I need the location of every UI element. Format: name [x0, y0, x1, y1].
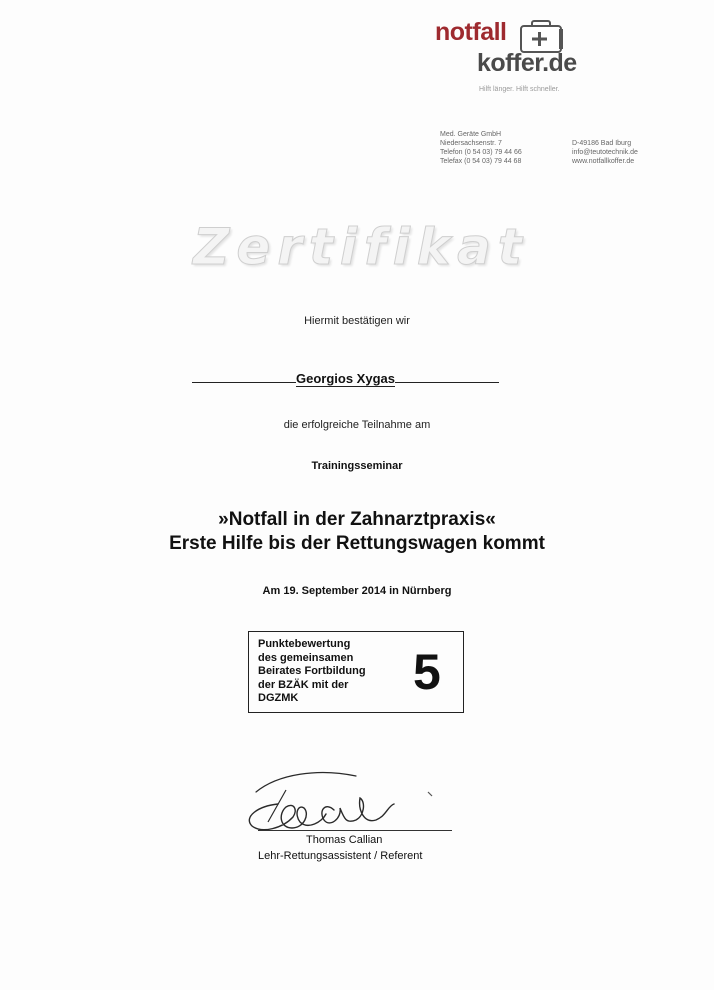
recipient-name-line [192, 370, 499, 386]
points-value: 5 [413, 644, 441, 700]
recipient-name: Georgios Xygas [296, 371, 395, 386]
points-rating-box [248, 631, 464, 713]
logo-word-koffer: koffer.de [477, 49, 577, 77]
confirmation-text: Hiermit bestätigen wir [304, 315, 410, 327]
seminar-date-place: Am 19. September 2014 in Nürnberg [262, 585, 452, 597]
company-logo [435, 16, 595, 100]
address-line: www.notfallkoffer.de [572, 158, 635, 165]
seminar-type: Trainingsseminar [311, 460, 403, 472]
address-line: D-49186 Bad Iburg [572, 140, 632, 147]
points-label-line: Punktebewertung [258, 638, 351, 650]
address-line: Med. Geräte GmbH [440, 131, 502, 138]
seminar-title-line1: »Notfall in der Zahnarztpraxis« [218, 509, 496, 530]
logo-tagline: Hilft länger. Hilft schneller. [479, 86, 560, 93]
name-underline-left [192, 370, 296, 383]
points-label-line: der BZÄK mit der [258, 678, 349, 691]
signatory-name: Thomas Callian [306, 834, 383, 846]
company-address-left [440, 130, 522, 166]
address-line: Telefax (0 54 03) 79 44 68 [440, 158, 522, 165]
signature-line [258, 830, 452, 831]
address-line: Telefon (0 54 03) 79 44 66 [440, 149, 522, 156]
points-label-line: des gemeinsamen [258, 651, 354, 664]
points-label-line: Beirates Fortbildung [258, 665, 366, 677]
participation-text: die erfolgreiche Teilnahme am [283, 419, 431, 431]
address-line: Niedersachsenstr. 7 [440, 140, 502, 147]
address-line: info@teutotechnik.de [572, 149, 638, 156]
seminar-title-line2: Erste Hilfe bis der Rettungswagen kommt [169, 533, 545, 554]
signatory-role: Lehr-Rettungsassistent / Referent [258, 850, 423, 862]
points-label-line: DGZMK [258, 692, 299, 704]
name-underline-right [395, 370, 499, 383]
company-address-right [572, 139, 638, 166]
logo-word-notfall: notfall [435, 18, 507, 46]
points-rating-label [258, 638, 366, 706]
certificate-title: Zertifikat [193, 218, 529, 276]
